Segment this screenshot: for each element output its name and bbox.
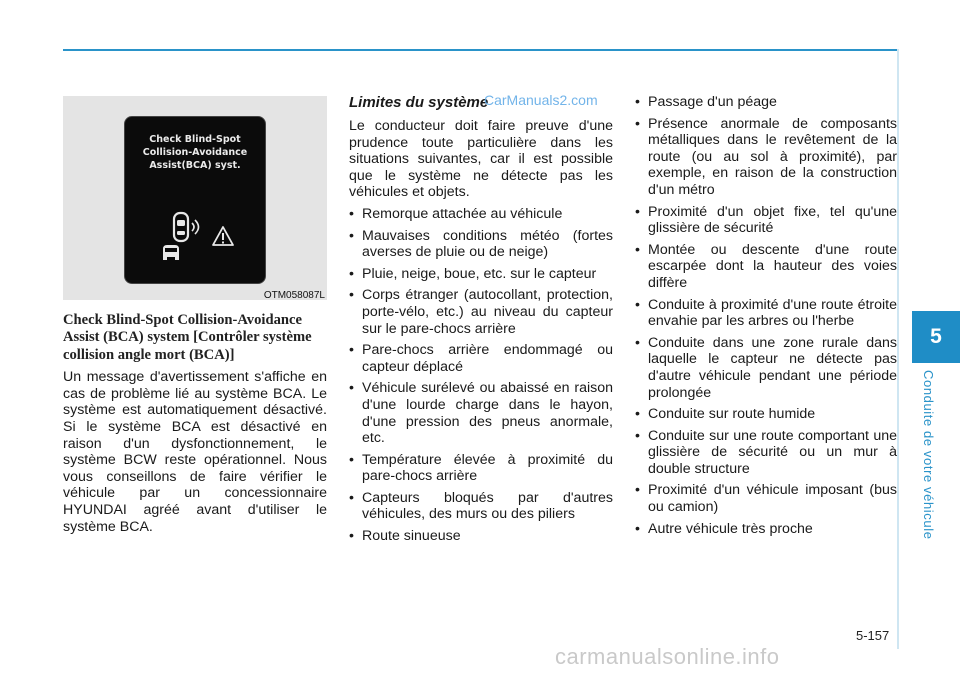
page-number: 5-157 (856, 628, 890, 643)
watermark-top[interactable]: CarManuals2.com (484, 92, 598, 108)
list-item: • Véhicule surélevé ou abaissé en raison d'une lourde charge dans le hayon, d'une pression des pneus anormale, etc. (349, 380, 613, 446)
list-item: • Conduite à proximité d'une route étroite envahie par les arbres ou l'herbe (635, 297, 897, 330)
display-line-1: Check Blind-Spot (149, 134, 241, 145)
list-item: • Pare-chocs arrière endommagé ou capteur déplacé (349, 342, 613, 375)
display-message (125, 133, 265, 172)
limits-intro: Le conducteur doit faire preuve d'une prudence toute particulière dans les situations suivantes, car il est possible que le système ne détecte pas les véhicules et objets. (349, 118, 613, 201)
display-line-3: Assist(BCA) syst. (149, 160, 241, 171)
warning-figure (63, 96, 327, 300)
side-rule (897, 49, 899, 649)
display-line-2: Collision-Avoidance (142, 147, 248, 158)
list-item: • Montée ou descente d'une route escarpée dont la hauteur des voies diffère (635, 242, 897, 292)
watermark-bottom[interactable]: carmanualsonline.info (555, 644, 780, 669)
list-item: • Remorque attachée au véhicule (349, 206, 613, 223)
list-item: • Proximité d'un véhicule imposant (bus ou camion) (635, 482, 897, 515)
limits-list-1 (349, 206, 613, 545)
list-item: • Capteurs bloqués par d'autres véhicules, des murs ou des piliers (349, 490, 613, 523)
list-item: • Passage d'un péage (635, 94, 897, 111)
section-heading: Check Blind-Spot Collision-Avoidance Assist (BCA) system [Contrôler système collision angle mort (BCA)] (63, 312, 312, 363)
list-item: • Mauvaises conditions météo (fortes averses de pluie ou de neige) (349, 228, 613, 261)
middle-column (349, 94, 613, 545)
list-item: • Température élevée à proximité du pare-chocs arrière (349, 452, 613, 485)
list-item: • Conduite sur route humide (635, 406, 897, 423)
limits-title: Limites du système (349, 94, 489, 111)
top-rule (63, 49, 897, 51)
right-column (635, 94, 897, 537)
figure-code: OTM058087L (263, 290, 325, 301)
warning-triangle-icon (211, 225, 235, 247)
list-item: • Autre véhicule très proche (635, 521, 897, 538)
list-item: • Présence anormale de composants métalliques dans le revêtement de la route (ou au sol à proximité), par exemple, en raison de la construction d'un métro (635, 116, 897, 199)
limits-list-2 (635, 94, 897, 537)
list-item: • Conduite sur une route comportant une glissière de sécurité ou un mur à double structure (635, 428, 897, 478)
list-item: • Proximité d'un objet fixe, tel qu'une glissière de sécurité (635, 204, 897, 237)
section-body: Un message d'avertissement s'affiche en cas de problème lié au système BCA. Le système est automatiquement désactivé. Si le système BCA est désactivé en raison d'un dysfonctionnement, le système BCW reste opérationnel. Nous vous conseillons de faire vérifier le véhicule par un concessionnaire HYUNDAI agréé avant d'utiliser le système BCA. (63, 369, 327, 535)
chapter-title-text: Conduite de votre véhicule (921, 370, 936, 540)
chapter-number-tab: 5 (912, 311, 960, 363)
cluster-display (124, 116, 266, 284)
list-item: • Corps étranger (autocollant, protection, porte-vélo, etc.) au niveau du capteur sur le pare-chocs arrière (349, 287, 613, 337)
list-item: • Pluie, neige, boue, etc. sur le capteur (349, 266, 613, 283)
list-item: • Conduite dans une zone rurale dans laquelle le capteur ne détecte pas d'autre véhicule pendant une période prolongée (635, 335, 897, 401)
left-column (63, 312, 327, 535)
list-item: • Route sinueuse (349, 528, 613, 545)
